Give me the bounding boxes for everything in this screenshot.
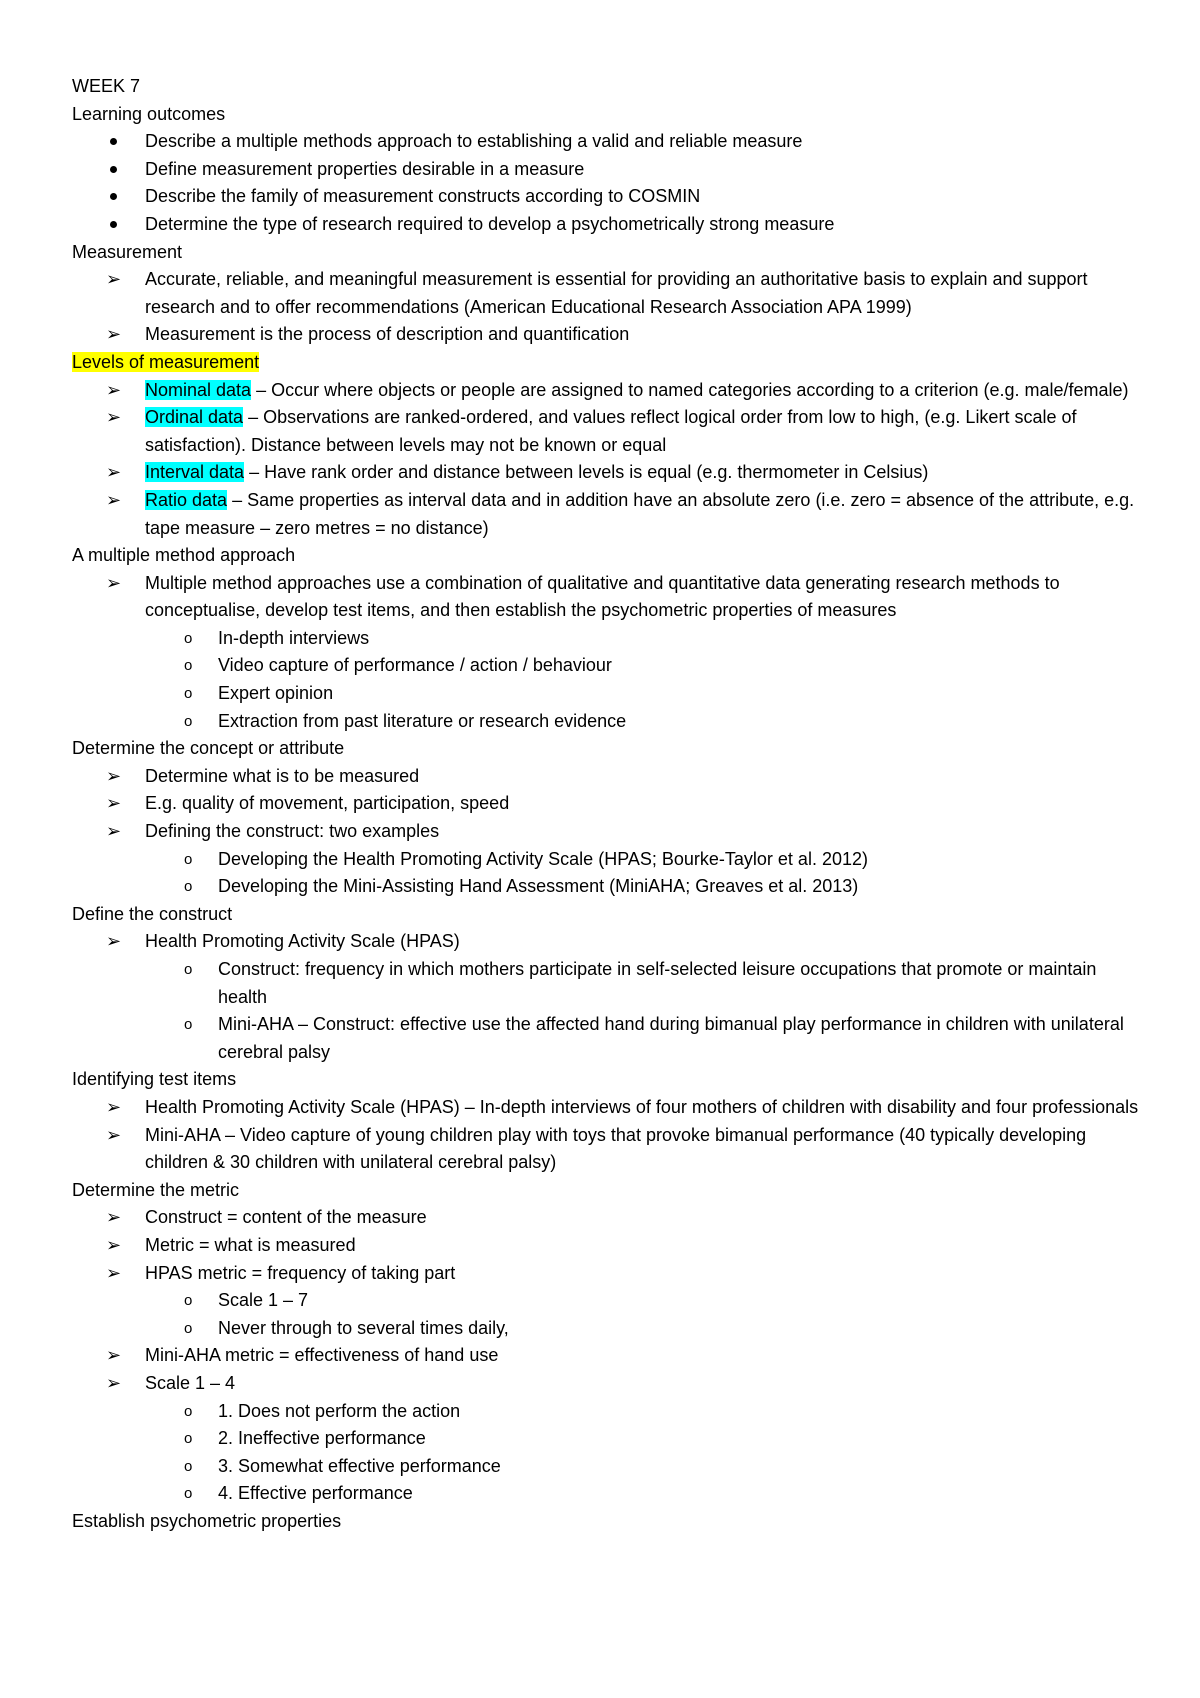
list-item: Determine the type of research required to develop a psychometrically strong measure — [72, 211, 1142, 239]
list-item: ➢ Ratio data – Same properties as interval data and in addition have an absolute zero (i.e. zero = absence of the attribute, e.g. tape measure – zero metres = no distance) — [72, 487, 1142, 542]
list-item: ➢ Nominal data – Occur where objects or people are assigned to named categories according to a criterion (e.g. male/female) — [72, 377, 1142, 405]
list-item: ➢ E.g. quality of movement, participation, speed — [72, 790, 1142, 818]
arrow-bullet-icon: ➢ — [106, 379, 122, 400]
heading-identifying-test-items: Identifying test items — [72, 1069, 237, 1090]
list-item: ➢ Construct = content of the measure — [72, 1204, 1142, 1232]
sub-list-item: o 2. Ineffective performance — [72, 1425, 1142, 1453]
circle-bullet-icon: o — [184, 1292, 193, 1310]
list-item: ➢ Mini-AHA – Video capture of young children play with toys that provoke bimanual performance (40 typically developing children & 30 children with unilateral cerebral palsy) — [72, 1122, 1142, 1177]
sub-list-item: o Mini-AHA – Construct: effective use the affected hand during bimanual play performance in children with unilateral cerebral palsy — [72, 1011, 1142, 1066]
sub-list-item: o Developing the Health Promoting Activity Scale (HPAS; Bourke-Taylor et al. 2012) — [72, 846, 1142, 874]
arrow-bullet-icon: ➢ — [106, 765, 122, 786]
list-item: ➢ Determine what is to be measured — [72, 763, 1142, 791]
arrow-bullet-icon: ➢ — [106, 793, 122, 814]
list-item: ➢ HPAS metric = frequency of taking part — [72, 1260, 1142, 1288]
heading-measurement: Measurement — [72, 241, 183, 262]
sub-list-item: o Expert opinion — [72, 680, 1142, 708]
arrow-bullet-icon: ➢ — [106, 269, 122, 290]
list-item: ➢ Interval data – Have rank order and distance between levels is equal (e.g. thermometer in Celsius) — [72, 459, 1142, 487]
circle-bullet-icon: o — [184, 1457, 193, 1475]
sub-list-item: o Never through to several times daily, — [72, 1315, 1142, 1343]
circle-bullet-icon: o — [184, 712, 193, 730]
arrow-bullet-icon: ➢ — [106, 931, 122, 952]
highlighted-term: Ratio data — [145, 489, 228, 510]
circle-bullet-icon: o — [184, 685, 193, 703]
list-item: ➢ Measurement is the process of description and quantification — [72, 321, 1142, 349]
arrow-bullet-icon: ➢ — [106, 407, 122, 428]
list-item: ➢ Mini-AHA metric = effectiveness of hand use — [72, 1342, 1142, 1370]
arrow-bullet-icon: ➢ — [106, 1262, 122, 1283]
heading-define-construct: Define the construct — [72, 903, 233, 924]
list-item: ➢ Multiple method approaches use a combination of qualitative and quantitative data generating research methods to conceptualise, develop test items, and then establish the psychometric properties of measures — [72, 570, 1142, 625]
highlighted-term: Nominal data — [145, 379, 252, 400]
sub-list-item: o Scale 1 – 7 — [72, 1287, 1142, 1315]
highlighted-term: Interval data — [145, 462, 245, 483]
sub-list-item: o Construct: frequency in which mothers participate in self-selected leisure occupations that promote or maintain health — [72, 956, 1142, 1011]
circle-bullet-icon: o — [184, 850, 193, 868]
arrow-bullet-icon: ➢ — [106, 1234, 122, 1255]
list-item: Describe the family of measurement constructs according to COSMIN — [72, 183, 1142, 211]
circle-bullet-icon: o — [184, 1485, 193, 1503]
list-item: ➢ Health Promoting Activity Scale (HPAS) – In-depth interviews of four mothers of children with disability and four professionals — [72, 1094, 1142, 1122]
list-item: ➢ Ordinal data – Observations are ranked-ordered, and values reflect logical order from low to high, (e.g. Likert scale of satisfaction). Distance between levels may not be known or equal — [72, 404, 1142, 459]
list-item: Describe a multiple methods approach to establishing a valid and reliable measure — [72, 128, 1142, 156]
arrow-bullet-icon: ➢ — [106, 572, 122, 593]
week-title: WEEK 7 — [72, 76, 141, 96]
sub-list-item: o 1. Does not perform the action — [72, 1398, 1142, 1426]
heading-learning-outcomes: Learning outcomes — [72, 103, 226, 124]
highlighted-term: Ordinal data — [145, 407, 244, 428]
document-body — [72, 73, 1142, 1535]
arrow-bullet-icon: ➢ — [106, 1345, 122, 1366]
circle-bullet-icon: o — [184, 1402, 193, 1420]
arrow-bullet-icon: ➢ — [106, 489, 122, 510]
arrow-bullet-icon: ➢ — [106, 1207, 122, 1228]
heading-levels-of-measurement — [72, 349, 1142, 377]
circle-bullet-icon: o — [184, 1319, 193, 1337]
circle-bullet-icon: o — [184, 878, 193, 896]
list-item: ➢ Metric = what is measured — [72, 1232, 1142, 1260]
list-item: Define measurement properties desirable in a measure — [72, 156, 1142, 184]
heading-determine-concept: Determine the concept or attribute — [72, 738, 345, 759]
list-item: ➢ Defining the construct: two examples — [72, 818, 1142, 846]
heading-multiple-method: A multiple method approach — [72, 545, 296, 566]
sub-list-item: o Video capture of performance / action / behaviour — [72, 652, 1142, 680]
sub-list-item: o 4. Effective performance — [72, 1480, 1142, 1508]
sub-list-item: o Developing the Mini-Assisting Hand Assessment (MiniAHA; Greaves et al. 2013) — [72, 873, 1142, 901]
list-item: ➢ Scale 1 – 4 — [72, 1370, 1142, 1398]
circle-bullet-icon: o — [184, 657, 193, 675]
heading-determine-metric: Determine the metric — [72, 1179, 240, 1200]
heading-establish-psychometric: Establish psychometric properties — [72, 1510, 342, 1531]
round-bullet-icon — [106, 183, 126, 211]
sub-list-item: o 3. Somewhat effective performance — [72, 1453, 1142, 1481]
circle-bullet-icon: o — [184, 1016, 193, 1034]
round-bullet-icon — [106, 156, 126, 184]
arrow-bullet-icon: ➢ — [106, 1124, 122, 1145]
circle-bullet-icon: o — [184, 1430, 193, 1448]
list-item: ➢ Accurate, reliable, and meaningful measurement is essential for providing an authoritative basis to explain and support research and to offer recommendations (American Educational Research Association APA 1999) — [72, 266, 1142, 321]
round-bullet-icon — [106, 211, 126, 239]
circle-bullet-icon: o — [184, 629, 193, 647]
highlighted-heading: Levels of measurement — [72, 351, 260, 372]
sub-list-item: o Extraction from past literature or research evidence — [72, 708, 1142, 736]
circle-bullet-icon: o — [184, 961, 193, 978]
arrow-bullet-icon: ➢ — [106, 1372, 122, 1393]
arrow-bullet-icon: ➢ — [106, 1096, 122, 1117]
arrow-bullet-icon: ➢ — [106, 324, 122, 345]
list-item: ➢ Health Promoting Activity Scale (HPAS) — [72, 928, 1142, 956]
sub-list-item: o In-depth interviews — [72, 625, 1142, 653]
round-bullet-icon — [106, 128, 126, 156]
arrow-bullet-icon: ➢ — [106, 821, 122, 842]
arrow-bullet-icon: ➢ — [106, 462, 122, 483]
